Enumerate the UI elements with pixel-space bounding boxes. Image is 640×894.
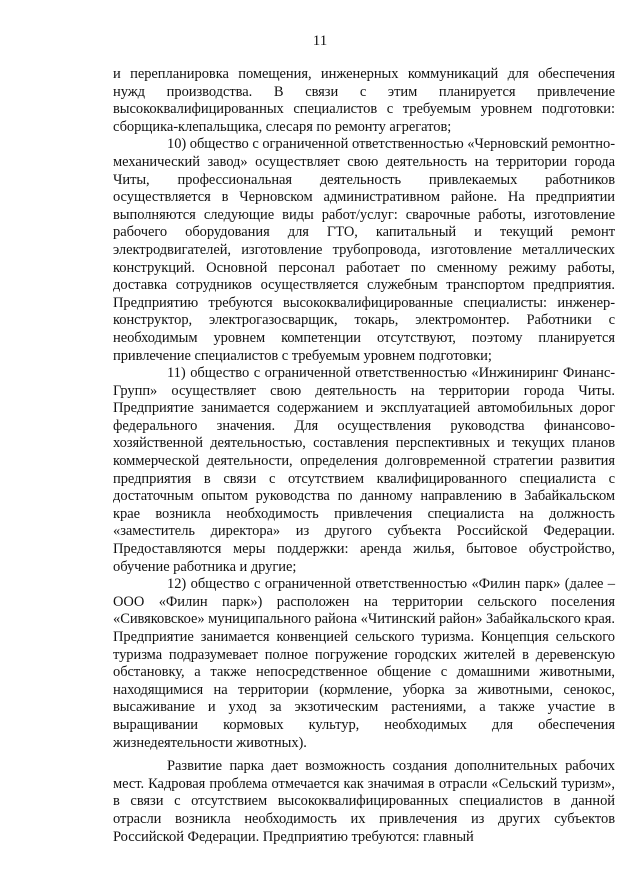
paragraph-continuation: и перепланировка помещения, инженерных коммуникаций для обеспечения нужд производства. В связи с этим планируется привлечение высококвалифицированных специалистов с требуемым уровнем подготовки: сборщика-клепальщика, слесаря по ремонту агрегатов; <box>113 66 615 135</box>
paragraph-item-12: 12) общество с ограниченной ответственностью «Филин парк» (далее – ООО «Филин парк») расположен на территории сельского поселения «Сивяковское» муниципального района «Читинский район» Забайкальского края. Предприятие занимается конвенцией сельского туризма. Концепция сельского туризма подразумевает полное погружение городских жителей в деревенскую обстановку, а также непосредственное общение с домашними животными, находящимися на территории (кормление, уборка за животными, сенокос, высаживание и уход за экзотическим растениями, а также участие в выращивании кормовых культур, необходимых для обеспечения жизнедеятельности животных). <box>113 576 615 751</box>
page-number: 11 <box>312 33 328 49</box>
paragraph-item-11: 11) общество с ограниченной ответственностью «Инжиниринг Финанс-Групп» осуществляет свою деятельность на территории города Читы. Предприятие занимается содержанием и эксплуатацией автомобильных дорог федерального значения. Для осуществления руководства финансово-хозяйственной деятельностью, составления перспективных и текущих планов коммерческой деятельности, определения долговременной стратегии развития предприятия в связи с отсутствием квалифицированного специалиста с достаточным опытом руководства по данному направлению в Забайкальском крае возникла необходимость привлечения специалиста на должность «заместитель директора» из другого субъекта Российской Федерации. Предоставляются меры поддержки: аренда жилья, бытовое обустройство, обучение работника и другие; <box>113 365 615 575</box>
paragraph-item-10: 10) общество с ограниченной ответственностью «Черновский ремонтно-механический завод» осуществляет свою деятельность на территории города Читы, профессиональная деятельность привлекаемых работников осуществляется в Черновском административном районе. На предприятии выполняются следующие виды работ/услуг: сварочные работы, изготовление рабочего оборудования для ГТО, капитальный и текущий ремонт электродвигателей, изготовление трубопровода, изготовление металлических конструкций. Основной персонал работает по сменному режиму работы, доставка сотрудников осуществляется служебным транспортом предприятия. Предприятию требуются высококвалифицированные специалисты: инженер-конструктор, электрогазосварщик, токарь, электромонтер. Работники с необходимым уровнем компетенции отсутствуют, поэтому планируется привлечение специалистов с требуемым уровнем подготовки; <box>113 136 615 364</box>
document-body <box>113 66 615 846</box>
paragraph-park-development: Развитие парка дает возможность создания дополнительных рабочих мест. Кадровая проблема отмечается как значимая в отрасли «Сельский туризм», в связи с отсутствием высококвалифицированных специалистов в данной отрасли возникла необходимость их привлечения из других субъектов Российской Федерации. Предприятию требуются: главный <box>113 758 615 845</box>
